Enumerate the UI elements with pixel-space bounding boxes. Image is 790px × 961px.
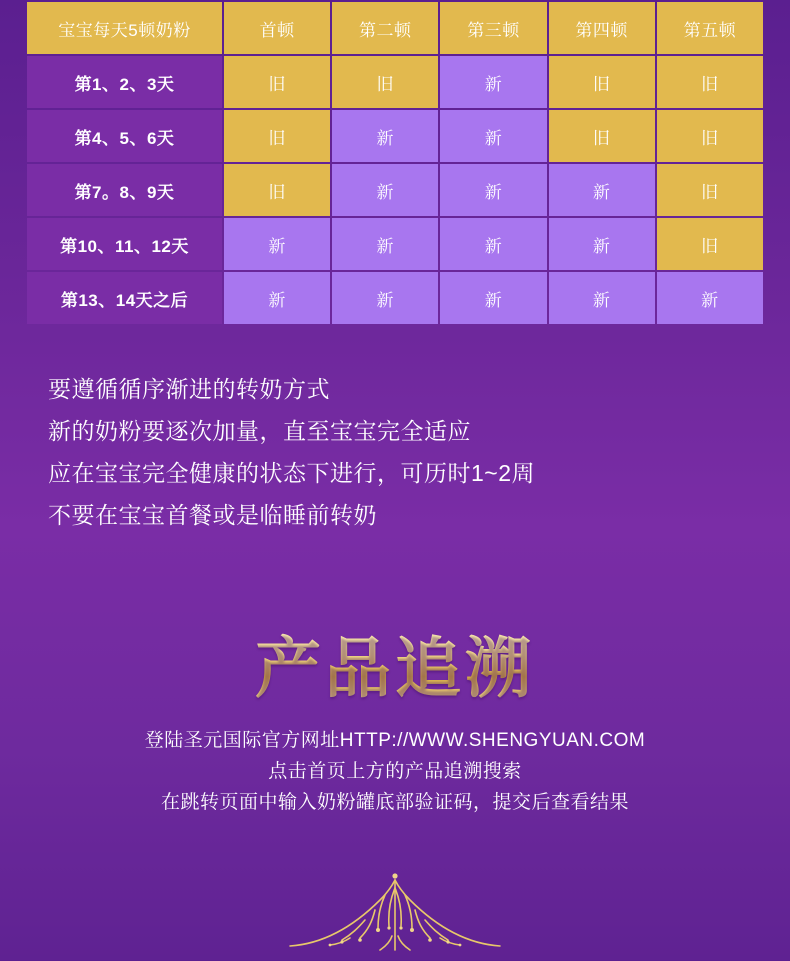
schedule-cell: 新 [440,56,546,108]
row-label: 第1、2、3天 [27,56,222,108]
table-row [27,56,763,108]
schedule-cell: 旧 [657,56,763,108]
table-header-cell-1: 首顿 [224,2,330,54]
schedule-cell: 新 [657,272,763,324]
schedule-cell: 新 [332,272,438,324]
schedule-cell: 新 [332,218,438,270]
tip-line: 不要在宝宝首餐或是临睡前转奶 [48,502,377,528]
product-trace-title: 产品追溯 [0,625,790,711]
table-row [27,164,763,216]
table-row [27,272,763,324]
trace-instruction-line: 在跳转页面中输入奶粉罐底部验证码，提交后查看结果 [160,792,629,813]
table-row [27,110,763,162]
row-label: 第13、14天之后 [27,272,222,324]
schedule-cell: 新 [549,164,655,216]
product-trace-section [0,625,790,818]
table-header-cell-4: 第四顿 [549,2,655,54]
table-header-cell-3: 第三顿 [440,2,546,54]
feeding-schedule-table-wrapper [25,0,765,326]
trace-instruction-line: 登陆圣元国际官方网址HTTP://WWW.SHENGYUAN.COM [144,730,646,751]
schedule-cell: 新 [224,218,330,270]
decorative-tree-ornament [280,860,510,956]
row-label: 第10、11、12天 [27,218,222,270]
table-header [27,2,763,54]
table-header-cell-0: 宝宝每天5顿奶粉 [27,2,222,54]
schedule-cell: 新 [549,272,655,324]
tips-section [48,368,748,536]
schedule-cell: 旧 [657,164,763,216]
schedule-cell: 旧 [332,56,438,108]
schedule-cell: 旧 [549,56,655,108]
tip-line: 应在宝宝完全健康的状态下进行，可历时1~2周 [48,460,536,486]
table-body [27,56,763,324]
schedule-cell: 旧 [657,110,763,162]
schedule-cell: 新 [440,110,546,162]
table-row [27,218,763,270]
schedule-cell: 新 [440,218,546,270]
table-header-cell-5: 第五顿 [657,2,763,54]
schedule-cell: 旧 [549,110,655,162]
tip-line: 新的奶粉要逐次加量，直至宝宝完全适应 [48,418,471,444]
schedule-cell: 旧 [224,164,330,216]
schedule-cell: 新 [332,164,438,216]
schedule-cell: 新 [224,272,330,324]
feeding-schedule-table [25,0,765,326]
product-trace-instructions [0,725,790,818]
trace-instruction-line: 点击首页上方的产品追溯搜索 [268,761,522,782]
schedule-cell: 新 [332,110,438,162]
schedule-cell: 旧 [224,56,330,108]
table-header-cell-2: 第二顿 [332,2,438,54]
schedule-cell: 新 [549,218,655,270]
schedule-cell: 旧 [657,218,763,270]
table-header-row [27,2,763,54]
row-label: 第4、5、6天 [27,110,222,162]
schedule-cell: 新 [440,164,546,216]
schedule-cell: 旧 [224,110,330,162]
row-label: 第7。8、9天 [27,164,222,216]
tip-line: 要遵循循序渐进的转奶方式 [48,376,330,402]
schedule-cell: 新 [440,272,546,324]
